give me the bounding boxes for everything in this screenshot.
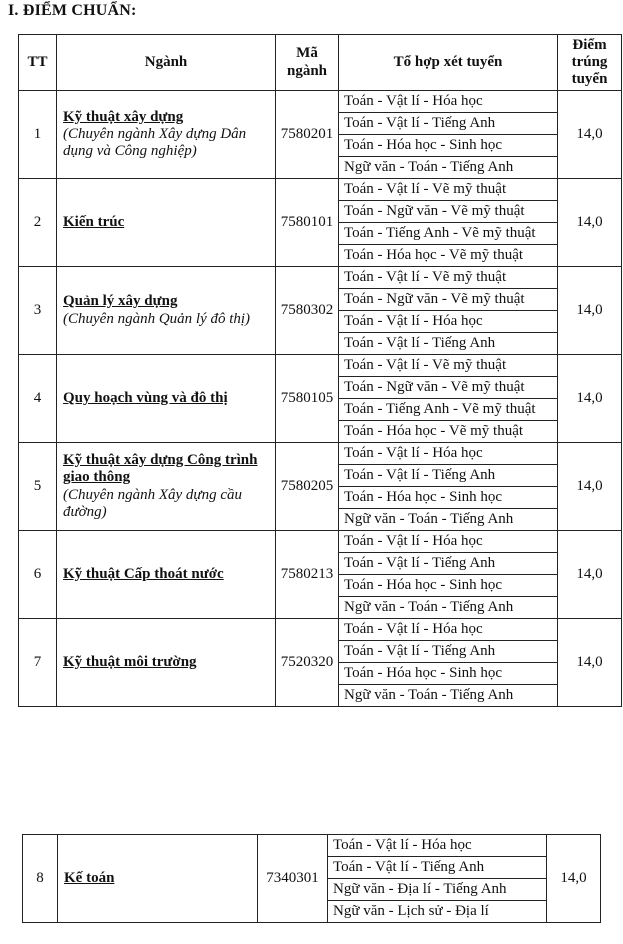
subject-combination: Toán - Vật lí - Hóa học <box>339 91 558 113</box>
subject-combination: Ngữ văn - Toán - Tiếng Anh <box>339 685 558 707</box>
major-name-cell <box>57 531 276 619</box>
subject-combination: Toán - Vật lí - Hóa học <box>328 835 547 857</box>
admission-score: 14,0 <box>558 355 622 443</box>
table-row <box>19 267 622 289</box>
subject-combination: Toán - Vật lí - Tiếng Anh <box>339 553 558 575</box>
major-name: Kỹ thuật môi trường <box>63 653 197 670</box>
major-name-cell <box>57 179 276 267</box>
major-name-cell <box>57 443 276 531</box>
header-to-hop: Tổ hợp xét tuyển <box>339 35 558 91</box>
row-number: 7 <box>19 619 57 707</box>
admission-score: 14,0 <box>558 267 622 355</box>
admission-score: 14,0 <box>558 443 622 531</box>
major-name: Kỹ thuật Cấp thoát nước <box>63 565 224 582</box>
subject-combination: Toán - Vật lí - Tiếng Anh <box>339 333 558 355</box>
header-tt: TT <box>19 35 57 91</box>
table-row <box>19 355 622 377</box>
subject-combination: Ngữ văn - Địa lí - Tiếng Anh <box>328 879 547 901</box>
major-name: Kế toán <box>64 869 115 886</box>
major-name: Quản lý xây dựng <box>63 293 178 310</box>
major-specialization-note: (Chuyên ngành Quản lý đô thị) <box>63 310 251 327</box>
row-number: 8 <box>23 835 58 923</box>
major-name-cell <box>57 355 276 443</box>
subject-combination: Toán - Tiếng Anh - Vẽ mỹ thuật <box>339 223 558 245</box>
major-name-cell <box>58 835 258 923</box>
table-row <box>19 531 622 553</box>
row-number: 3 <box>19 267 57 355</box>
major-name: Kiến trúc <box>63 213 125 230</box>
major-name: Quy hoạch vùng và đô thị <box>63 389 228 406</box>
subject-combination: Toán - Vật lí - Tiếng Anh <box>339 465 558 487</box>
admission-score: 14,0 <box>558 531 622 619</box>
subject-combination: Toán - Vật lí - Tiếng Anh <box>339 641 558 663</box>
row-number: 5 <box>19 443 57 531</box>
subject-combination: Toán - Ngữ văn - Vẽ mỹ thuật <box>339 289 558 311</box>
subject-combination: Toán - Hóa học - Sinh học <box>339 575 558 597</box>
subject-combination: Toán - Vật lí - Tiếng Anh <box>339 113 558 135</box>
table-row <box>19 179 622 201</box>
subject-combination: Toán - Ngữ văn - Vẽ mỹ thuật <box>339 377 558 399</box>
admission-score-table <box>18 34 622 707</box>
subject-combination: Toán - Ngữ văn - Vẽ mỹ thuật <box>339 201 558 223</box>
major-code: 7340301 <box>258 835 328 923</box>
subject-combination: Ngữ văn - Toán - Tiếng Anh <box>339 509 558 531</box>
major-code: 7520320 <box>276 619 339 707</box>
subject-combination: Toán - Hóa học - Vẽ mỹ thuật <box>339 245 558 267</box>
major-code: 7580105 <box>276 355 339 443</box>
major-specialization-note: (Chuyên ngành Xây dựng cầu đường) <box>63 486 242 520</box>
major-code: 7580205 <box>276 443 339 531</box>
major-name: Kỹ thuật xây dựng Công trình giao thông <box>63 452 258 486</box>
major-code: 7580201 <box>276 91 339 179</box>
subject-combination: Toán - Hóa học - Sinh học <box>339 487 558 509</box>
section-title: I. ĐIỂM CHUẨN: <box>8 2 137 19</box>
major-name-cell <box>57 619 276 707</box>
subject-combination: Ngữ văn - Toán - Tiếng Anh <box>339 157 558 179</box>
admission-score-table-continued <box>22 834 601 923</box>
admission-score: 14,0 <box>558 619 622 707</box>
major-code: 7580302 <box>276 267 339 355</box>
subject-combination: Toán - Vật lí - Vẽ mỹ thuật <box>339 267 558 289</box>
subject-combination: Toán - Vật lí - Hóa học <box>339 531 558 553</box>
subject-combination: Ngữ văn - Lịch sử - Địa lí <box>328 901 547 923</box>
table-row <box>19 619 622 641</box>
row-number: 1 <box>19 91 57 179</box>
admission-score: 14,0 <box>547 835 601 923</box>
subject-combination: Toán - Vật lí - Hóa học <box>339 443 558 465</box>
major-specialization-note: (Chuyên ngành Xây dựng Dân dụng và Công nghiệp) <box>63 125 247 160</box>
major-name-cell <box>57 267 276 355</box>
major-code: 7580213 <box>276 531 339 619</box>
admission-score: 14,0 <box>558 91 622 179</box>
subject-combination: Toán - Hóa học - Vẽ mỹ thuật <box>339 421 558 443</box>
subject-combination: Toán - Vật lí - Vẽ mỹ thuật <box>339 355 558 377</box>
subject-combination: Toán - Hóa học - Sinh học <box>339 135 558 157</box>
table-row <box>19 91 622 113</box>
header-diem: Điểm trúng tuyển <box>558 35 622 91</box>
subject-combination: Toán - Vật lí - Vẽ mỹ thuật <box>339 179 558 201</box>
row-number: 4 <box>19 355 57 443</box>
subject-combination: Toán - Vật lí - Hóa học <box>339 619 558 641</box>
row-number: 2 <box>19 179 57 267</box>
header-nganh: Ngành <box>57 35 276 91</box>
header-ma-nganh: Mã ngành <box>276 35 339 91</box>
subject-combination: Toán - Vật lí - Tiếng Anh <box>328 857 547 879</box>
table-row <box>19 443 622 465</box>
admission-score: 14,0 <box>558 179 622 267</box>
table-row <box>23 835 601 857</box>
major-name: Kỹ thuật xây dựng <box>63 108 184 125</box>
subject-combination: Toán - Tiếng Anh - Vẽ mỹ thuật <box>339 399 558 421</box>
row-number: 6 <box>19 531 57 619</box>
subject-combination: Toán - Vật lí - Hóa học <box>339 311 558 333</box>
subject-combination: Ngữ văn - Toán - Tiếng Anh <box>339 597 558 619</box>
major-code: 7580101 <box>276 179 339 267</box>
subject-combination: Toán - Hóa học - Sinh học <box>339 663 558 685</box>
major-name-cell <box>57 91 276 179</box>
table-header-row <box>19 35 622 91</box>
